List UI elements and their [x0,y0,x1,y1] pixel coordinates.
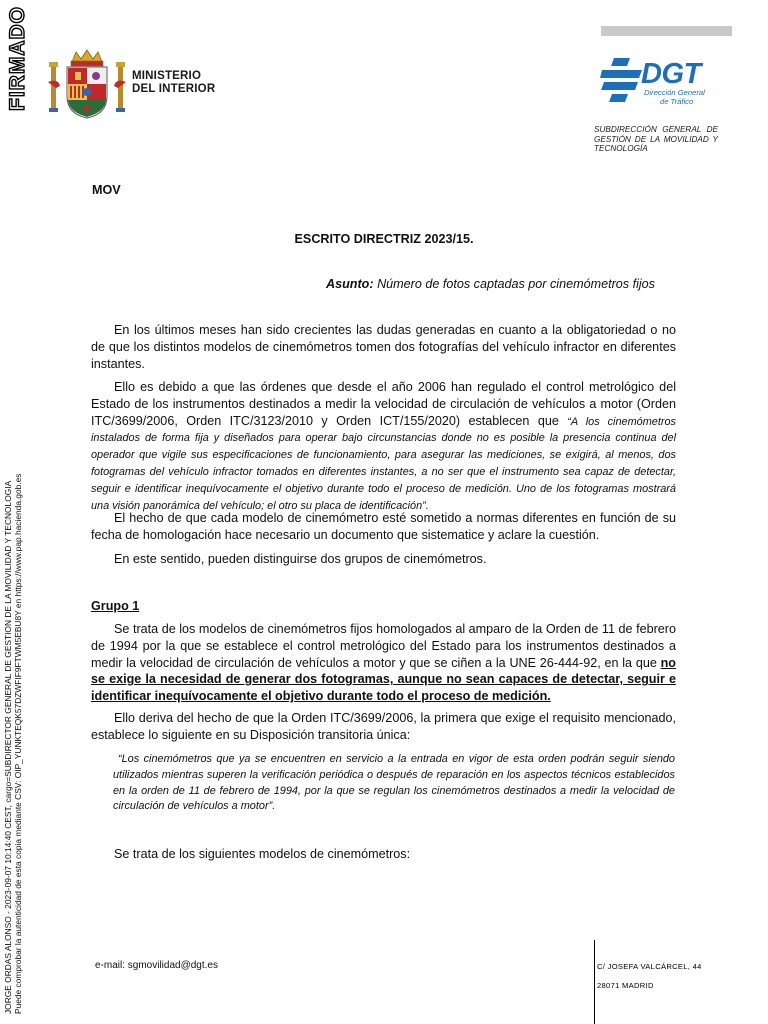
signature-line: JORGE ORDAS ALONSO - 2023-09-07 10:14:40 CEST, cargo=SUBDIRECTOR GENERAL DE GESTION DE LA MOVILIDAD Y TECNOLOGIA [3,480,13,1014]
ministry-line-2: DEL INTERIOR [132,83,216,95]
ministry-line-1: MINISTERIO [132,70,202,82]
dgt-logo-mark [600,58,642,102]
header-grey-bar [601,26,732,36]
dgt-subtitle-line-1: Dirección General [644,88,705,97]
paragraph-5 [91,621,676,705]
paragraph-3: El hecho de que cada modelo de cinemómetro esté sometido a normas diferentes en función de su fecha de homologación hace necesario un documento que sistematice y aclare la cuestión. [91,511,676,542]
subject-label: Asunto: [326,277,374,291]
paragraph-6: Ello deriva del hecho de que la Orden ITC/3699/2006, la primera que exige el requisito mencionado, establece lo siguiente en su Disposición transitoria única: [91,711,676,742]
paragraph-2-text: Ello es debido a que las órdenes que desde el año 2006 han regulado el control metrológico del Estado de los instrumentos destinados a medir la velocidad de circulación de vehículos a motor (Orden ITC/3699/2006, Orden ITC/3123/2010 y Orden ICT/155/2020) establecen que [91,380,676,428]
document-reference: MOV [92,183,121,197]
subdireccion-name: SUBDIRECCIÓN GENERAL DE GESTIÓN DE LA MOVILIDAD Y TECNOLOGÍA [594,125,718,154]
coat-of-arms-logo [48,48,126,120]
paragraph-1: En los últimos meses han sido crecientes las dudas generadas en cuanto a la obligatoriedad o no de que los distintos modelos de cinemómetros tomen dos fotografías del vehículo infractor en diferentes instantes. [91,323,676,371]
ministry-name [132,70,215,96]
footer-address-street: C/ JOSEFA VALCÁRCEL, 44 [597,962,702,971]
paragraph-7: Se trata de los siguientes modelos de cinemómetros: [114,847,411,861]
footer-address-city: 28071 MADRID [597,981,654,990]
paragraph-2-quote: “A los cinemómetros instalados de forma fija y diseñados para operar bajo circunstancias donde no es posible la presencia continua del operador que vigile sus especificaciones de funcionamiento, para asegurar las mediciones, se exigirá, al menos, dos fotogramas del vehículo infractor tomados en diferentes instantes, a no ser que el instrumento sea capaz de detectar, seguir e identificar inequívocamente el objetivo durante todo el proceso de medición. Uno de los fotogramas mostrará una visión panorámica del vehículo; el otro su placa de identificación”. [91,415,677,512]
firmado-stamp: FIRMADO [6,6,29,111]
paragraph-2 [91,379,676,513]
section-heading-grupo-1: Grupo 1 [91,599,140,613]
dgt-logo-text: DGT [641,58,701,90]
subject-line [326,276,655,293]
csv-verification-line: Puede comprobar la autenticidad de esta copia mediante CSV: OIP_YUNKTEQK57DZWFIF9FTWM5EBU8Y en https://www.pap.hacienda.gob.es [13,473,23,1014]
paragraph-5-text: Se trata de los modelos de cinemómetros fijos homologados al amparo de la Orden de 11 de febrero de 1994 por la que se establece el control metrológico del Estado para los instrumentos destinados a medir la velocidad de circulación de vehículos a motor y que se ciñen a la UNE 26-444-92, en la que [91,622,676,670]
document-title: ESCRITO DIRECTRIZ 2023/15. [294,232,474,246]
dgt-subtitle [644,89,705,106]
footer-divider [594,940,595,1024]
footer-email: e-mail: sgmovilidad@dgt.es [95,960,218,971]
quoted-provision: “Los cinemómetros que ya se encuentren en servicio a la entrada en vigor de esta orden podrán seguir siendo utilizados mientras superen la verificación periódica o después de reparación en los aspectos técnicos establecidos en la orden de 11 de febrero de 1994, por la que se regulan los cinemómetros destinados a medir la velocidad de circulación de vehículos a motor”. [113,753,675,813]
paragraph-4: En este sentido, pueden distinguirse dos grupos de cinemómetros. [114,552,487,566]
dgt-subtitle-line-2: de Tráfico [660,96,694,106]
subject-text: Número de fotos captadas por cinemómetros fijos [377,277,655,291]
paragraph-5-emphasis: no se exige la necesidad de generar dos fotogramas, aunque no sean capaces de detectar, seguir e identificar inequívocamente el objetivo durante todo el proceso de medición. [91,655,676,704]
